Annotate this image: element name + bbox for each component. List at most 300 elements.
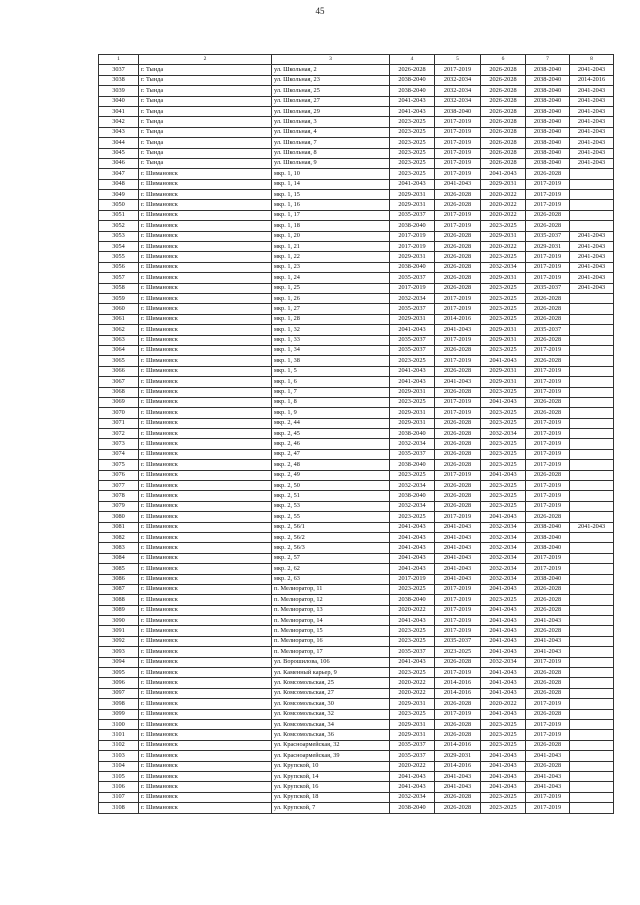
table-cell: ул. Комсомольская, 25 [272,678,390,688]
table-row [99,626,614,636]
table-row [99,304,614,314]
table-cell: мкр. 1, 38 [272,356,390,366]
table-cell: 2026-2028 [526,740,570,750]
table-cell: 2032-2034 [481,657,526,667]
table-cell: 2041-2043 [570,127,614,137]
table-cell: мкр. 1, 18 [272,221,390,231]
table-cell: 3053 [99,231,139,241]
table-cell: г. Шимановск [139,314,272,324]
table-row [99,387,614,397]
table-cell: 2023-2025 [390,127,435,137]
table-cell [570,574,614,584]
table-cell: мкр. 1, 5 [272,366,390,376]
table-cell: 2017-2019 [435,512,481,522]
table-cell: 2026-2028 [526,605,570,615]
table-cell: ул. Красноармейская, 32 [272,740,390,750]
table-cell: 2035-2037 [390,751,435,761]
table-cell [570,408,614,418]
table-row [99,564,614,574]
table-cell: мкр. 2, 47 [272,449,390,459]
table-row [99,252,614,262]
table-cell: 2041-2043 [481,397,526,407]
table-row [99,231,614,241]
column-header: 4 [390,55,435,65]
table-cell: 2017-2019 [390,574,435,584]
table-cell: г. Тында [139,148,272,158]
table-row [99,584,614,594]
table-cell: мкр. 1, 23 [272,262,390,272]
table-row [99,377,614,387]
table-cell: ул. Школьная, 25 [272,86,390,96]
table-row [99,720,614,730]
table-cell: 2017-2019 [526,460,570,470]
table-cell: 2041-2043 [570,117,614,127]
table-cell: 2041-2043 [435,325,481,335]
table-row [99,699,614,709]
table-cell: 2017-2019 [435,356,481,366]
table-cell: 2020-2022 [481,190,526,200]
table-row [99,262,614,272]
table-cell: 2041-2043 [481,512,526,522]
table-row [99,293,614,303]
table-cell: мкр. 2, 45 [272,429,390,439]
table-cell: г. Шимановск [139,190,272,200]
table-cell [570,782,614,792]
table-cell [570,543,614,553]
table-cell: 3083 [99,543,139,553]
table-cell: г. Шимановск [139,605,272,615]
table-cell: 2017-2019 [526,252,570,262]
table-cell: 2023-2025 [481,460,526,470]
table-cell: 2023-2025 [481,408,526,418]
table-cell: 2014-2016 [435,314,481,324]
table-cell: 2029-2031 [390,730,435,740]
table-cell: 2041-2043 [570,231,614,241]
table-cell: 2041-2043 [435,771,481,781]
table-cell: г. Шимановск [139,491,272,501]
table-cell: г. Шимановск [139,449,272,459]
table-cell: 3050 [99,200,139,210]
table-cell: 3087 [99,584,139,594]
table-cell: 2017-2019 [526,491,570,501]
table-cell: 2035-2037 [526,325,570,335]
table-cell [570,512,614,522]
table-cell: 2023-2025 [481,293,526,303]
table-cell: г. Тында [139,86,272,96]
table-cell: 3061 [99,314,139,324]
table-cell: 2017-2019 [435,626,481,636]
table-cell: 3096 [99,678,139,688]
table-row [99,418,614,428]
table-cell: 2017-2019 [390,283,435,293]
table-cell: 2023-2025 [481,304,526,314]
table-row [99,605,614,615]
table-cell: 2026-2028 [481,86,526,96]
column-header: 6 [481,55,526,65]
table-cell: 2041-2043 [481,678,526,688]
table-cell: мкр. 2, 48 [272,460,390,470]
table-cell: г. Шимановск [139,221,272,231]
table-cell: мкр. 2, 50 [272,481,390,491]
table-cell: г. Шимановск [139,366,272,376]
table-cell: 2026-2028 [435,792,481,802]
table-cell: мкр. 2, 46 [272,439,390,449]
table-cell: 2026-2028 [526,169,570,179]
table-cell: 2041-2043 [390,616,435,626]
table-row [99,782,614,792]
table-row [99,127,614,137]
table-cell: 2041-2043 [570,252,614,262]
table-cell: 2041-2043 [526,616,570,626]
table-cell: 2041-2043 [570,262,614,272]
table-row [99,397,614,407]
table-row [99,366,614,376]
table-cell [570,771,614,781]
table-cell: г. Тында [139,138,272,148]
table-cell: 2026-2028 [481,65,526,75]
table-cell: 2023-2025 [390,668,435,678]
table-cell: 2014-2016 [435,740,481,750]
table-cell: 2017-2019 [526,439,570,449]
table-cell [570,356,614,366]
table-cell: 3107 [99,792,139,802]
table-row [99,532,614,542]
table-row [99,96,614,106]
table-cell: 2026-2028 [526,626,570,636]
table-cell: 2026-2028 [435,190,481,200]
table-cell: 2041-2043 [390,325,435,335]
table-cell [570,293,614,303]
table-cell: 2023-2025 [481,792,526,802]
table-cell: ул. Школьная, 8 [272,148,390,158]
table-cell: ул. Крупской, 7 [272,803,390,813]
table-row [99,616,614,626]
table-cell: 2029-2031 [390,418,435,428]
table-cell: мкр. 1, 34 [272,345,390,355]
table-cell: 3086 [99,574,139,584]
table-row [99,491,614,501]
table-cell: ул. Комсомольская, 34 [272,720,390,730]
table-cell [570,221,614,231]
table-cell: г. Тында [139,106,272,116]
table-cell: 2032-2034 [390,481,435,491]
table-cell: 2026-2028 [435,720,481,730]
table-cell: ул. Школьная, 29 [272,106,390,116]
table-cell: 2026-2028 [481,138,526,148]
table-cell: 2023-2025 [390,138,435,148]
table-cell: ул. Школьная, 27 [272,96,390,106]
table-cell: 2038-2040 [390,803,435,813]
table-cell: 2026-2028 [526,314,570,324]
table-cell: 2038-2040 [526,158,570,168]
table-cell: 3101 [99,730,139,740]
table-cell: 2035-2037 [390,345,435,355]
table-cell: 2017-2019 [526,262,570,272]
table-row [99,730,614,740]
table-cell: 3104 [99,761,139,771]
table-cell [570,314,614,324]
table-cell [570,678,614,688]
table-cell: 2041-2043 [390,179,435,189]
table-cell: 2023-2025 [390,158,435,168]
table-cell: г. Шимановск [139,751,272,761]
table-cell: 3103 [99,751,139,761]
table-cell: г. Шимановск [139,387,272,397]
table-cell: 2017-2019 [526,200,570,210]
table-cell: 2023-2025 [390,397,435,407]
table-cell: 2017-2019 [526,564,570,574]
table-row [99,709,614,719]
table-cell: мкр. 1, 25 [272,283,390,293]
table-cell: мкр. 2, 62 [272,564,390,574]
table-cell: п. Мелиоратор, 15 [272,626,390,636]
table-cell: г. Тында [139,127,272,137]
table-cell: 2020-2022 [481,200,526,210]
table-cell: 2026-2028 [526,304,570,314]
table-cell: 2026-2028 [481,148,526,158]
table-cell: 2026-2028 [435,387,481,397]
table-cell: 2029-2031 [481,273,526,283]
table-cell: 2041-2043 [435,574,481,584]
table-cell: 2023-2025 [481,345,526,355]
table-cell: 2041-2043 [390,782,435,792]
table-cell: 3089 [99,605,139,615]
table-cell: 2038-2040 [526,75,570,85]
table-cell: 2032-2034 [481,553,526,563]
table-cell: мкр. 2, 63 [272,574,390,584]
table-cell: 2041-2043 [526,782,570,792]
table-cell: 2032-2034 [435,86,481,96]
table-row [99,356,614,366]
table-cell: мкр. 1, 22 [272,252,390,262]
table-cell: 2023-2025 [390,169,435,179]
column-header: 5 [435,55,481,65]
table-cell: ул. Школьная, 3 [272,117,390,127]
table-cell: 2038-2040 [526,138,570,148]
table-row [99,501,614,511]
table-cell: п. Мелиоратор, 12 [272,595,390,605]
table-cell: 2029-2031 [390,200,435,210]
table-cell: мкр. 2, 49 [272,470,390,480]
table-cell: 2026-2028 [435,449,481,459]
table-row [99,75,614,85]
table-cell: 3091 [99,626,139,636]
table-cell: 2014-2016 [435,761,481,771]
table-cell: 3108 [99,803,139,813]
table-cell: 2020-2022 [390,605,435,615]
table-cell: 2023-2025 [390,636,435,646]
table-cell: 2026-2028 [435,231,481,241]
table-cell: мкр. 1, 15 [272,190,390,200]
table-cell: мкр. 1, 10 [272,169,390,179]
table-cell: 2041-2043 [570,522,614,532]
table-row [99,65,614,75]
table-cell: 2041-2043 [526,647,570,657]
table-cell: мкр. 1, 9 [272,408,390,418]
table-row [99,117,614,127]
table-row [99,335,614,345]
table-cell: 2026-2028 [435,439,481,449]
table-row [99,595,614,605]
table-cell: 2041-2043 [481,470,526,480]
table-cell: 3097 [99,688,139,698]
table-cell: 2041-2043 [481,605,526,615]
table-cell: г. Шимановск [139,688,272,698]
table-cell: 2041-2043 [435,782,481,792]
table-cell: мкр. 1, 28 [272,314,390,324]
table-cell: 2041-2043 [481,584,526,594]
table-cell: г. Шимановск [139,397,272,407]
table-cell: г. Шимановск [139,377,272,387]
table-cell: г. Шимановск [139,481,272,491]
table-cell: 2041-2043 [570,148,614,158]
table-row [99,345,614,355]
table-cell: 2041-2043 [570,96,614,106]
table-cell: г. Шимановск [139,242,272,252]
table-row [99,106,614,116]
table-cell: 2017-2019 [435,221,481,231]
table-cell: 3052 [99,221,139,231]
table-cell: 2023-2025 [481,221,526,231]
table-cell: мкр. 2, 56/1 [272,522,390,532]
table-cell [570,730,614,740]
table-cell: мкр. 1, 32 [272,325,390,335]
table-cell: 2017-2019 [390,242,435,252]
table-cell: 3047 [99,169,139,179]
table-cell: 2041-2043 [390,543,435,553]
table-row [99,481,614,491]
table-cell: г. Шимановск [139,709,272,719]
table-cell: 3065 [99,356,139,366]
table-cell: 3038 [99,75,139,85]
table-cell: мкр. 1, 14 [272,179,390,189]
table-cell: 2020-2022 [481,210,526,220]
table-cell: 2035-2037 [435,636,481,646]
table-cell [570,751,614,761]
table-cell: 2026-2028 [435,345,481,355]
table-cell: 2041-2043 [481,771,526,781]
table-cell: 3081 [99,522,139,532]
table-cell: г. Шимановск [139,595,272,605]
table-row [99,751,614,761]
table-cell: 2023-2025 [390,148,435,158]
table-cell: 2017-2019 [526,377,570,387]
table-cell [570,325,614,335]
table-cell: 3070 [99,408,139,418]
table-row [99,221,614,231]
table-cell: 2041-2043 [481,647,526,657]
table-row [99,169,614,179]
table-cell: 3055 [99,252,139,262]
table-cell: 2026-2028 [526,709,570,719]
table-cell: 2041-2043 [390,771,435,781]
table-cell: 2041-2043 [481,356,526,366]
table-cell: г. Шимановск [139,179,272,189]
table-cell: 2038-2040 [390,86,435,96]
column-header: 3 [272,55,390,65]
table-cell: 2020-2022 [390,761,435,771]
table-cell: мкр. 1, 16 [272,200,390,210]
table-cell: г. Шимановск [139,439,272,449]
table-cell: г. Шимановск [139,782,272,792]
table-row [99,512,614,522]
table-row [99,449,614,459]
table-cell: г. Шимановск [139,678,272,688]
table-cell: г. Шимановск [139,574,272,584]
table-cell: 2026-2028 [526,595,570,605]
table-cell: 3079 [99,501,139,511]
table-cell [570,626,614,636]
table-row [99,138,614,148]
table-cell: 2032-2034 [481,543,526,553]
table-cell: 2041-2043 [390,532,435,542]
table-cell [570,387,614,397]
table-cell: г. Шимановск [139,470,272,480]
table-row [99,678,614,688]
table-cell: ул. Комсомольская, 30 [272,699,390,709]
table-cell [570,740,614,750]
table-cell: 2038-2040 [390,491,435,501]
table-cell: 2023-2025 [481,387,526,397]
table-cell: 2017-2019 [435,65,481,75]
table-cell: г. Шимановск [139,262,272,272]
table-cell: г. Шимановск [139,616,272,626]
table-cell: г. Шимановск [139,720,272,730]
table-cell: 2023-2025 [481,730,526,740]
table-cell: ул. Школьная, 9 [272,158,390,168]
column-header: 1 [99,55,139,65]
table-cell: 2026-2028 [435,273,481,283]
table-cell: 3068 [99,387,139,397]
table-cell: 2026-2028 [390,65,435,75]
table-cell: 3100 [99,720,139,730]
table-cell: 2017-2019 [526,387,570,397]
table-cell: 2017-2019 [526,179,570,189]
table-cell: 2017-2019 [435,210,481,220]
table-cell: г. Шимановск [139,522,272,532]
table-cell: 2041-2043 [481,616,526,626]
table-cell: мкр. 1, 24 [272,273,390,283]
table-cell: 3094 [99,657,139,667]
table-cell: 3043 [99,127,139,137]
table-row [99,543,614,553]
table-cell: 2026-2028 [481,75,526,85]
table-cell: 2032-2034 [481,564,526,574]
table-row [99,200,614,210]
table-cell: 2017-2019 [390,231,435,241]
table-cell: 2026-2028 [481,117,526,127]
table-cell: 2038-2040 [390,75,435,85]
table-cell: г. Шимановск [139,584,272,594]
table-cell: 2026-2028 [526,221,570,231]
table-cell: п. Мелиоратор, 16 [272,636,390,646]
table-cell: 3048 [99,179,139,189]
table-row [99,771,614,781]
table-cell: мкр. 2, 53 [272,501,390,511]
table-cell: мкр. 1, 26 [272,293,390,303]
table-cell: ул. Крупской, 18 [272,792,390,802]
table-cell: 2041-2043 [435,532,481,542]
table-row [99,792,614,802]
table-cell: 2017-2019 [526,429,570,439]
table-cell: 3090 [99,616,139,626]
table-row [99,273,614,283]
table-cell: 3064 [99,345,139,355]
table-cell [570,605,614,615]
table-cell: 3082 [99,532,139,542]
table-cell: ул. Школьная, 2 [272,65,390,75]
table-cell: 2041-2043 [390,553,435,563]
